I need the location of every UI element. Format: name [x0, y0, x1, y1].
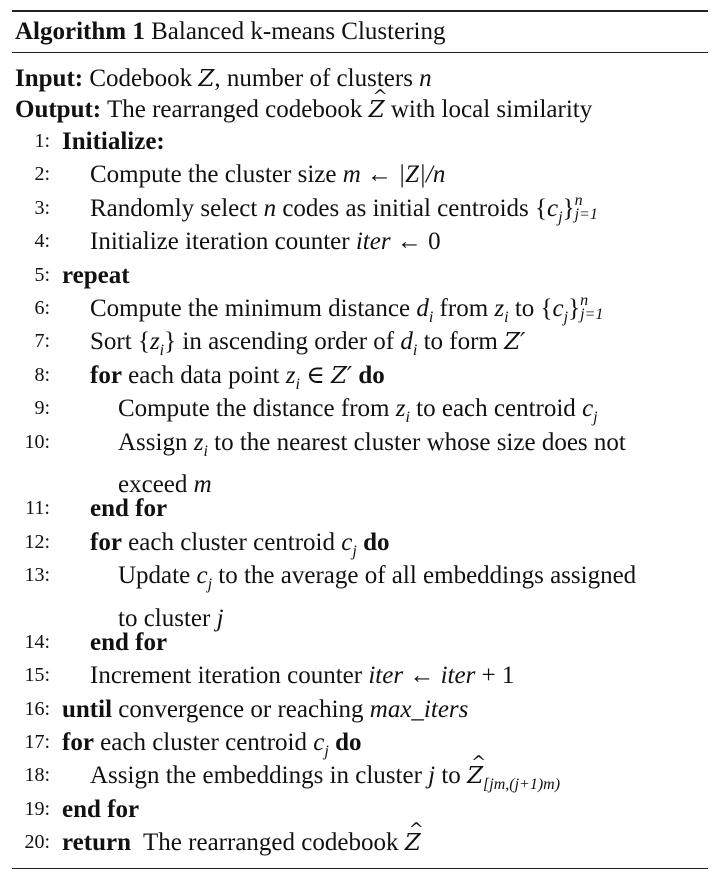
math-n: n	[419, 65, 432, 92]
math-sub: i	[504, 308, 509, 326]
math-sub: i	[295, 375, 300, 393]
output-line	[12, 94, 708, 125]
line-6	[12, 292, 708, 325]
line-text-c: to cluster	[118, 604, 217, 632]
line-number: 18:	[24, 764, 50, 787]
math-codebook-hat: ^ Z	[467, 760, 483, 793]
line-text: Compute the minimum distance	[90, 294, 417, 322]
line-number: 10:	[24, 430, 50, 453]
output-label: Output:	[15, 96, 102, 123]
line-8	[12, 359, 708, 392]
math-sub: j	[558, 208, 563, 226]
keyword: Initialize:	[62, 128, 165, 155]
line-text: Sort	[90, 328, 138, 356]
line-text-b: from	[433, 294, 495, 322]
line-text: Compute the cluster size	[90, 161, 343, 189]
math-z-prime: Z′	[330, 362, 353, 389]
math-plus-one: + 1	[475, 662, 515, 690]
input-text: Codebook	[89, 65, 199, 92]
line-number: 19:	[24, 797, 50, 820]
math-brace: {	[540, 294, 553, 322]
caption-label: Algorithm 1	[15, 18, 145, 45]
algorithm-caption	[12, 12, 708, 52]
line-number: 1:	[34, 130, 50, 152]
math-sub: j	[352, 542, 357, 560]
math-sub: i	[159, 342, 165, 360]
line-11	[12, 492, 708, 525]
math-z: z	[193, 428, 204, 456]
math-sub: j	[324, 743, 329, 761]
line-text-b: to the nearest cluster whose size does not	[207, 428, 626, 456]
math-m: m	[342, 161, 361, 189]
line-text: Compute the distance from	[118, 395, 396, 423]
math-iter: iter	[440, 662, 476, 690]
math-z: z	[494, 294, 505, 322]
keyword: do	[328, 729, 362, 757]
line-number: 6:	[34, 296, 50, 319]
algorithm-block	[12, 10, 708, 869]
line-text: each data point	[121, 361, 286, 389]
input-label: Input:	[15, 65, 84, 92]
input-text-b: , number of clusters	[214, 65, 420, 92]
line-text: each cluster centroid	[93, 729, 314, 757]
math-c: c	[547, 194, 559, 222]
math-sub: j=1	[574, 206, 598, 224]
line-10	[12, 426, 708, 498]
keyword: repeat	[62, 261, 130, 289]
line-number: 17:	[24, 731, 50, 754]
math-sub: j	[593, 409, 598, 427]
input-line	[12, 63, 708, 94]
line-text-b: in ascending order of	[176, 328, 401, 356]
math-m: m	[193, 470, 212, 498]
math-iter: iter	[368, 662, 404, 690]
math-sub: i	[203, 442, 208, 460]
line-3	[12, 192, 708, 225]
io-block	[12, 53, 708, 125]
line-text: Assign the embeddings in cluster	[90, 762, 429, 790]
math-z: z	[285, 361, 296, 389]
math-c: c	[552, 294, 564, 322]
line-text: convergence or reaching	[112, 695, 370, 723]
math-arrow: ←	[403, 662, 441, 690]
math-size: |Z|/n	[398, 161, 446, 189]
line-text: Update	[118, 562, 197, 590]
math-j: j	[216, 604, 224, 632]
line-text: Increment iteration counter	[90, 662, 369, 690]
line-number: 12:	[24, 530, 50, 553]
line-18	[12, 759, 708, 792]
line-text-b: to	[435, 762, 468, 790]
math-z: z	[149, 328, 160, 356]
math-codebook-hat: ^ Z	[369, 95, 385, 126]
line-text-c: to form	[417, 328, 505, 356]
line-13	[12, 559, 708, 632]
math-j: j	[428, 762, 436, 790]
math-z: z	[395, 395, 406, 423]
math-codebook: Z	[198, 66, 215, 92]
math-arrow: ←	[360, 161, 399, 189]
math-range-sub: [jm,(j+1)m)	[483, 776, 561, 794]
line-5	[12, 259, 708, 292]
line-number: 3:	[34, 196, 50, 219]
keyword: for	[62, 729, 94, 757]
math-brace: {	[535, 194, 548, 222]
math-in: ∈	[299, 361, 331, 389]
math-codebook-hat: ^ Z	[405, 827, 421, 860]
line-1	[12, 125, 708, 158]
math-c: c	[196, 562, 208, 590]
line-text: Assign	[118, 428, 194, 456]
line-number: 14:	[24, 630, 50, 653]
line-19	[12, 793, 708, 826]
keyword: return	[62, 829, 131, 857]
line-text-b: codes as initial centroids	[276, 194, 536, 222]
math-c: c	[341, 528, 353, 556]
math-brace: }	[164, 328, 177, 356]
line-number: 7:	[34, 330, 50, 353]
keyword: do	[356, 528, 390, 556]
line-2	[12, 158, 708, 191]
math-sub: i	[412, 342, 418, 360]
line-20	[12, 826, 708, 859]
algorithm-lines	[12, 125, 708, 868]
math-max-iters: max_iters	[369, 695, 469, 723]
line-number: 5:	[34, 263, 50, 286]
math-sub: i	[428, 308, 434, 326]
line-15	[12, 659, 708, 692]
math-d: d	[416, 294, 429, 322]
line-7	[12, 325, 708, 358]
line-number: 2:	[34, 163, 50, 186]
line-number: 11:	[25, 497, 50, 520]
line-number: 20:	[24, 831, 50, 854]
math-iter: iter	[355, 228, 391, 256]
line-number: 4:	[34, 230, 50, 253]
keyword: until	[62, 695, 113, 723]
line-16	[12, 693, 708, 726]
math-sub: j	[207, 576, 213, 594]
line-text: Initialize iteration counter	[90, 228, 356, 256]
math-sup: n	[580, 292, 589, 310]
caption-title: Balanced k-means Clustering	[151, 18, 446, 45]
bottom-rule	[12, 868, 708, 869]
keyword: for	[90, 528, 122, 556]
math-brace: }	[562, 194, 575, 222]
math-c: c	[313, 729, 325, 757]
output-text: The rearranged codebook	[106, 96, 369, 123]
keyword: end for	[90, 628, 168, 656]
math-sup: n	[574, 192, 583, 210]
line-text: Randomly select	[90, 194, 264, 222]
math-brace: {	[137, 328, 150, 356]
math-arrow: ←	[390, 228, 429, 256]
math-zero: 0	[428, 228, 441, 256]
line-4	[12, 225, 708, 258]
line-text-b: to each centroid	[409, 395, 583, 423]
keyword: do	[352, 361, 385, 389]
line-text: The rearranged codebook	[130, 829, 405, 857]
math-z-prime: Z′	[504, 329, 526, 356]
math-d: d	[400, 328, 413, 356]
keyword: end for	[90, 495, 168, 523]
line-number: 13:	[24, 564, 50, 587]
line-number: 9:	[34, 397, 50, 420]
output-text-b: with local similarity	[384, 96, 593, 123]
line-9	[12, 392, 708, 425]
line-number: 8:	[34, 363, 50, 386]
line-text-b: to the average of all embeddings assigned	[212, 562, 637, 590]
math-sub: j	[563, 308, 569, 326]
line-number: 15:	[24, 664, 50, 687]
line-17	[12, 726, 708, 759]
math-n: n	[263, 194, 277, 222]
line-12	[12, 526, 708, 559]
math-sub: j=1	[580, 306, 604, 324]
line-number: 16:	[24, 697, 50, 720]
line-14	[12, 626, 708, 659]
math-sub: i	[405, 409, 410, 427]
math-c: c	[582, 395, 594, 423]
line-text: each cluster centroid	[121, 528, 342, 556]
keyword: for	[90, 361, 122, 389]
line-text-c: exceed	[118, 470, 194, 498]
math-brace: }	[568, 294, 581, 322]
line-text-c: to	[508, 294, 541, 322]
keyword: end for	[62, 795, 140, 823]
